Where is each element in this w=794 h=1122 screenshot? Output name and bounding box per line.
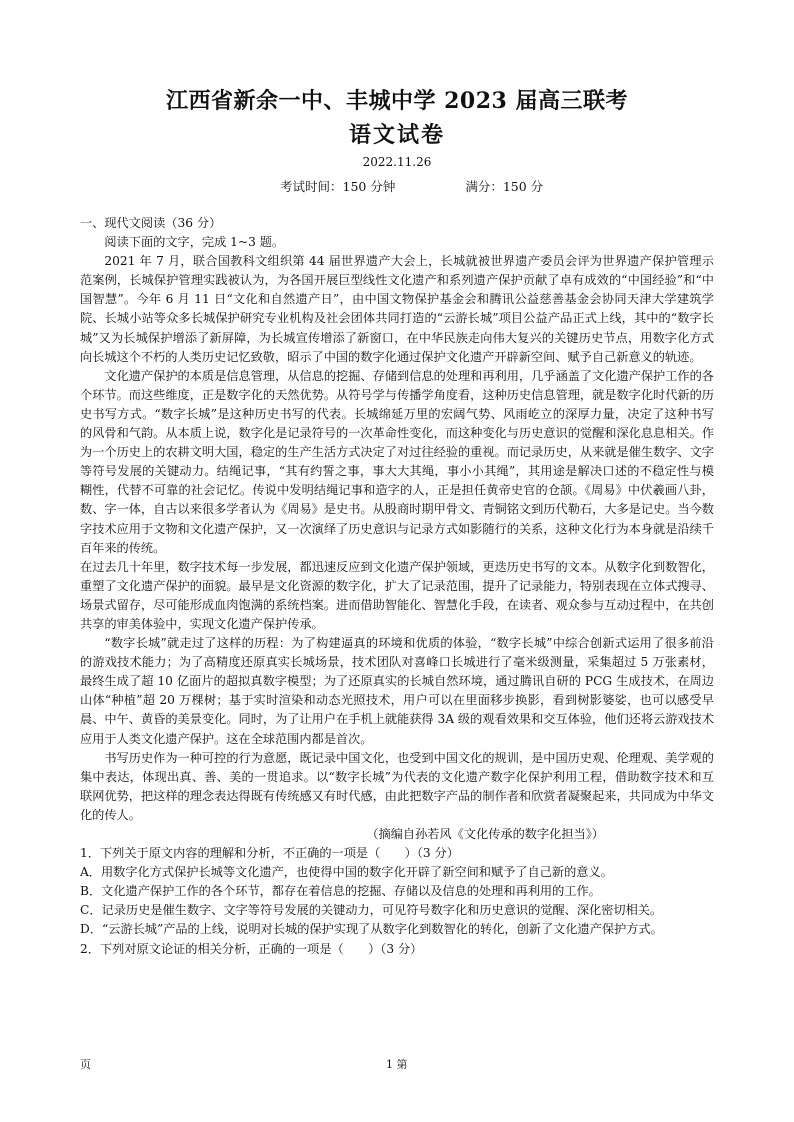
exam-subtitle: 语文试卷 xyxy=(348,122,445,148)
question-stem: 1．下列关于原文内容的理解和分析，不正确的一项是（ ）（3 分） xyxy=(80,846,459,861)
passage-paragraph: 在过去几十年里，数字技术每一步发展，都迅速反应到文化遗产保护领域，更迭历史书写的文本。从数字化到数智化，重塑了文化遗产保护的面貌。最早是文化资源的数字化，扩大了记录范围，提升了记录能力，特别表现在立体式搜寻、场景式留存，尽可能形成血肉饱满的系统档案。进而借助智能化、智慧化手段，在读者、观众参与互动过程中，在共创共享的审美体验中，实现文化遗产保护传承。 xyxy=(80,559,714,631)
question-option: D．“云游长城”产品的上线，说明对长城的保护实现了从数字化到数智化的转化，创新了文化遗产保护方式。 xyxy=(80,922,663,937)
question-option: A．用数字化方式保护长城等文化遗产，也使得中国的数字化开辟了新空间和赋予了自己新的意义。 xyxy=(80,865,613,880)
question-option: B．文化遗产保护工作的各个环节，都存在着信息的挖掘、存储以及信息的处理和再利用的工作。 xyxy=(80,884,601,899)
exam-title: 江西省新余一中、丰城中学 2023 届高三联考 xyxy=(165,88,629,114)
question-stem: 2．下列对原文论证的相关分析，正确的一项是（ ）（3 分） xyxy=(80,941,423,956)
exam-info xyxy=(280,177,543,195)
section-heading: 一、现代文阅读（36 分） xyxy=(80,216,222,230)
footer-page-number: 1 第 xyxy=(386,1058,408,1071)
question-option: C．记录历史是催生数字、文字等符号发展的关键动力，可见符号数字化和历史意识的觉醒、深化密切相关。 xyxy=(80,903,663,918)
exam-score: 满分：150 分 xyxy=(465,179,544,194)
passage-source: （摘编自孙若风《文化传承的数字化担当》） xyxy=(366,827,604,841)
footer-left: 页 xyxy=(80,1058,91,1071)
passage-paragraph: 书写历史作为一种可控的行为意愿，既记录中国文化，也受到中国文化的规训，是中国历史观、伦理观、美学观的集中表达，体现出真、善、美的一贯追求。以“数字长城”为代表的文化遗产数字化保护利用工程，借助数字技术和互联网优势，把这样的理念表达得既有传统感又有时代感，由此把数字产品的制作者和欣赏者凝聚起来，共同成为中华文化的传人。 xyxy=(80,750,714,822)
exam-date: 2022.11.26 xyxy=(362,155,432,169)
passage-paragraph: 2021 年 7 月，联合国教科文组织第 44 届世界遗产大会上，长城就被世界遗产委员会评为世界遗产保护管理示范案例，长城保护管理实践被认为，为各国开展巨型线性文化遗产和系列遗产保护贡献了卓有成效的“中国经验”和“中国智慧”。今年 6 月 11 日“文化和自然遗产日”，由中国文物保护基金会和腾讯公益慈善基金会协同天津大学建筑学院、长城小站等众多长城保护研究专业机构及社会团体共同打造的“云游长城”项目公益产品正式上线，其中的“数字长城”又为长城保护增添了新屏障，为长城宣传增添了新窗口，在中华民族走向伟大复兴的关键历史节点，用数字化方式向长城这个不朽的人类历史记忆致敬，昭示了中国的数字化通过保护文化遗产开辟新空间、赋予自己新意义的轨迹。 xyxy=(80,254,714,364)
exam-content xyxy=(80,214,714,959)
passage-paragraph: 文化遗产保护的本质是信息管理，从信息的挖掘、存储到信息的处理和再利用，几乎涵盖了文化遗产保护工作的各个环节。而这些维度，正是数字化的天然优势。从符号学与传播学角度看，这种历史信息管理，就是数字化时代新的历史书写方式。“数字长城”是这种历史书写的代表。长城绵延万里的宏阔气势、风雨屹立的深厚力量，决定了这种书写的风骨和气韵。从本质上说，数字化是记录符号的一次革命性变化，而这种变化与历史意识的觉醒和深化息息相关。作为一个历史上的农耕文明大国，稳定的生产生活方式决定了对过往经验的重视。而记录历史，从来就是催生数字、文字等符号发展的关键动力。结绳记事，“其有约誓之事，事大大其绳，事小小其绳”，其用途是解决口述的不稳定性与模糊性，代替不可靠的社会记忆。传说中发明结绳记事和造字的人，正是担任黄帝史官的仓颉。《周易》中伏羲画八卦，数、字一体，自古以来很多学者认为《周易》是史书。从殷商时期甲骨文、青铜铭文到历代勒石，大多是记史。当今数字技术应用于文物和文化遗产保护，又一次演绎了历史意识与记录方式如影随行的关系，这种文化行为本身就是沿续千百年来的传统。 xyxy=(80,368,714,555)
section-instruction: 阅读下面的文字，完成 1~3 题。 xyxy=(104,235,285,250)
passage-paragraph: “数字长城”就走过了这样的历程：为了构建逼真的环境和优质的体验，“数字长城”中综合创新式运用了很多前沿的游戏技术能力；为了高精度还原真实长城场景，技术团队对喜峰口长城进行了毫米级测量，采集超过 5 万张素材，最终生成了超 10 亿面片的超拟真数字模型；为了还原真实的长城自然环境，通过腾讯自研的 PCG 生成技术，在周边山体“种植”超 20 万棵树；基于实时渲染和动态光照技术，用户可以在里面移步换影，看到树影婆娑，也可以感受早晨、中午、黄昏的美景变化。同时，为了让用户在手机上就能获得 3A 级的观看效果和交互体验，他们还将云游戏技术应用于人类文化遗产保护。这在全球范围内都是首次。 xyxy=(80,636,714,746)
exam-time: 考试时间：150 分钟 xyxy=(280,179,396,194)
